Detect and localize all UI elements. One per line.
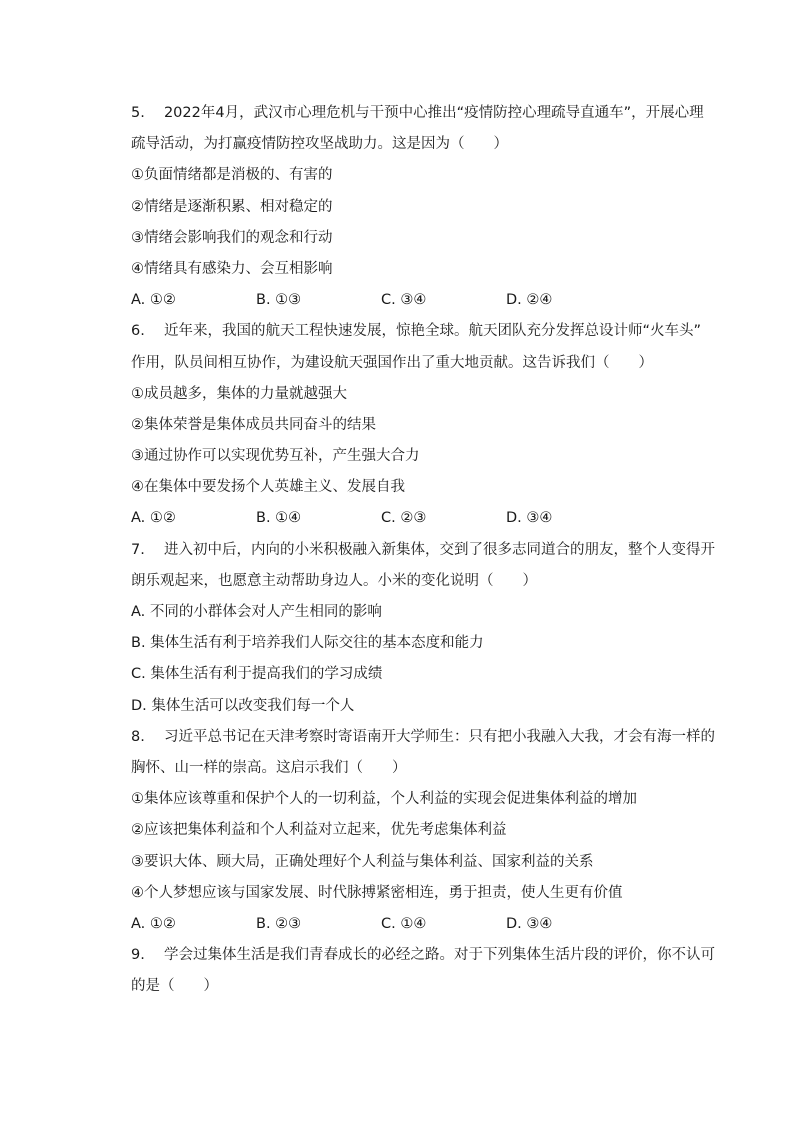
option-b: B. 集体生活有利于培养我们人际交往的基本态度和能力 <box>131 635 484 652</box>
answer-options <box>131 288 694 319</box>
question-8 <box>131 725 715 943</box>
statement: ②情绪是逐渐积累、相对稳定的 <box>131 198 333 215</box>
question-stem-line: 作用，队员间相互协作，为建设航天强国作出了重大地贡献。这告诉我们（ ） <box>131 354 653 371</box>
option-b: B. ①④ <box>256 510 302 527</box>
statement: ④在集体中要发扬个人英雄主义、发展自我 <box>131 479 405 496</box>
option-d: D. ③④ <box>506 915 553 932</box>
statement: ③要识大体、顾大局，正确处理好个人利益与集体利益、国家利益的关系 <box>131 853 594 870</box>
question-stem-line: 朗乐观起来，也愿意主动帮助身边人。小米的变化说明（ ） <box>131 572 537 589</box>
question-stem-line: 5. 2022年4月，武汉市心理危机与干预中心推出“疫情防控心理疏导直通车”，开展心理 <box>131 105 704 121</box>
question-6 <box>131 319 701 537</box>
option-c: C. ②③ <box>381 510 427 527</box>
question-stem-line: 6. 近年来，我国的航天工程快速发展，惊艳全球。航天团队充分发挥总设计师“火车头” <box>131 323 701 340</box>
statement: ①负面情绪都是消极的、有害的 <box>131 167 333 184</box>
statement: ③情绪会影响我们的观念和行动 <box>131 229 333 246</box>
option-b: B. ①③ <box>256 292 302 309</box>
option-d: D. ②④ <box>506 292 553 309</box>
statement: ④情绪具有感染力、会互相影响 <box>131 260 333 277</box>
question-stem-line: 胸怀、山一样的崇高。这启示我们（ ） <box>131 759 407 776</box>
question-stem-line: 8. 习近平总书记在天津考察时寄语南开大学师生：只有把小我融入大我，才会有海一样的 <box>131 728 715 745</box>
answer-options <box>131 912 694 943</box>
answer-options <box>131 506 694 537</box>
question-9 <box>131 943 715 1005</box>
question-stem-line: 9. 学会过集体生活是我们青春成长的必经之路。对于下列集体生活片段的评价，你不认可 <box>131 947 715 964</box>
question-stem-line: 7. 进入初中后，内向的小米积极融入新集体，交到了很多志同道合的朋友，整个人变得开 <box>131 541 715 558</box>
statement: ③通过协作可以实现优势互补，产生强大合力 <box>131 448 420 465</box>
option-a: A. ①② <box>131 510 176 527</box>
option-b: B. ②③ <box>256 915 302 932</box>
option-a: A. 不同的小群体会对人产生相同的影响 <box>131 604 382 620</box>
question-stem-line: 的是（ ） <box>131 978 218 995</box>
statement: ④个人梦想应该与国家发展、时代脉搏紧密相连，勇于担责，使人生更有价值 <box>131 884 623 901</box>
option-d: D. ③④ <box>506 510 553 527</box>
statement: ②应该把集体利益和个人利益对立起来，优先考虑集体利益 <box>131 822 507 839</box>
option-c: C. 集体生活有利于提高我们的学习成绩 <box>131 666 383 683</box>
statement: ①集体应该尊重和保护个人的一切利益，个人利益的实现会促进集体利益的增加 <box>131 791 637 808</box>
statement: ②集体荣誉是集体成员共同奋斗的结果 <box>131 416 376 433</box>
option-a: A. ①② <box>131 915 176 932</box>
option-a: A. ①② <box>131 292 176 309</box>
option-c: C. ③④ <box>381 292 427 309</box>
question-7 <box>131 538 715 725</box>
option-d: D. 集体生活可以改变我们每一个人 <box>131 697 355 714</box>
statement: ①成员越多，集体的力量就越强大 <box>131 385 347 402</box>
option-c: C. ①④ <box>381 915 427 932</box>
question-5 <box>131 101 704 319</box>
question-stem-line: 疏导活动，为打赢疫情防控攻坚战助力。这是因为（ ） <box>131 136 508 153</box>
